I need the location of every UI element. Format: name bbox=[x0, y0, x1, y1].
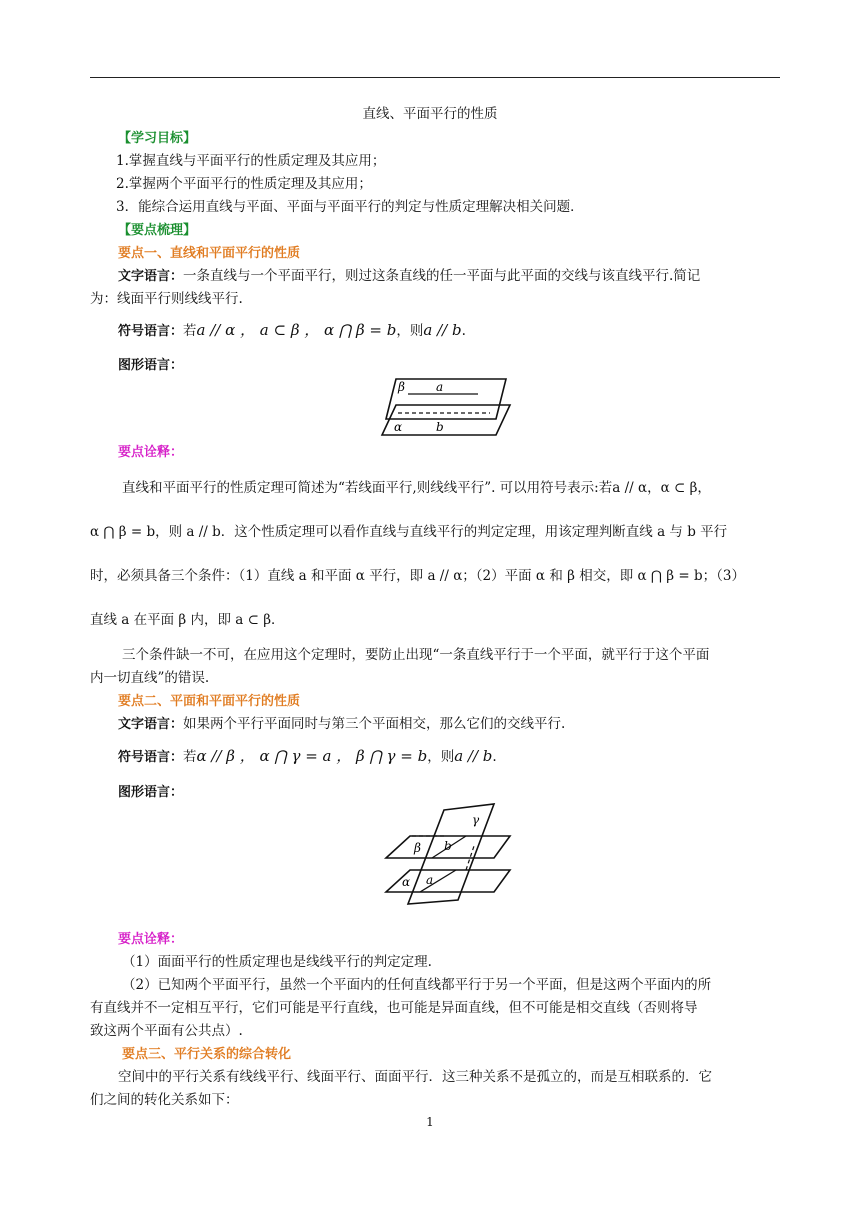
figure-plane-plane bbox=[382, 800, 514, 906]
text: . bbox=[492, 749, 497, 765]
section-heading: 【学习目标】 bbox=[118, 131, 197, 146]
goal-item: 1.掌握直线与平面平行的性质定理及其应用； bbox=[116, 153, 386, 169]
figure-line-plane bbox=[378, 373, 512, 439]
point2-note-label bbox=[118, 928, 808, 951]
text: ，则 bbox=[427, 749, 455, 765]
heading-text: 要点三、平行关系的综合转化 bbox=[122, 1047, 292, 1062]
point1-heading bbox=[118, 242, 808, 265]
math-expr: α // β ， α ⋂ γ = a ， β ⋂ γ = b bbox=[196, 747, 428, 765]
label-beta: β bbox=[398, 380, 405, 394]
text: ，则 bbox=[396, 323, 424, 339]
label-a: a bbox=[436, 380, 444, 394]
header-rule bbox=[90, 77, 780, 78]
point2-note-line4: 致这两个平面有公共点）. bbox=[90, 1023, 243, 1039]
label-b: b bbox=[436, 420, 444, 434]
label: 要点诠释： bbox=[118, 932, 184, 947]
heading-text: 要点一、直线和平面平行的性质 bbox=[118, 246, 301, 261]
point3-line1: 空间中的平行关系有线线平行、线面平行、面面平行．这三种关系不是孤立的，而是互相联系的．它 bbox=[118, 1069, 712, 1085]
section-heading: 【要点梳理】 bbox=[118, 223, 197, 238]
point2-note-line1: （1）面面平行的性质定理也是线线平行的判定定理. bbox=[122, 954, 432, 970]
label-alpha: α bbox=[402, 875, 411, 889]
point1-note-line4: 直线 a 在平面 β 内，即 a ⊂ β． bbox=[90, 612, 285, 628]
point1-symbol-line bbox=[118, 319, 808, 343]
text: . bbox=[461, 323, 466, 339]
point2-symbol-line bbox=[118, 745, 808, 769]
section-key-points bbox=[118, 219, 808, 242]
point2-heading bbox=[118, 690, 808, 713]
page-number: 1 bbox=[426, 1115, 434, 1129]
label-gamma: γ bbox=[472, 813, 480, 827]
label-b: b bbox=[444, 839, 452, 853]
text: 若 bbox=[183, 749, 197, 765]
point2-text-line1 bbox=[118, 713, 808, 736]
point1-note-line3: 时，必须具备三个条件：（1）直线 a 和平面 α 平行，即 a // α；（2）平面 α 和 β 相交，即 α ⋂ β = b；（3） bbox=[90, 568, 745, 584]
point1-note-line1: 直线和平面平行的性质定理可简述为“若线面平行,则线线平行”. 可以用符号表示:若a // α，α ⊂ β， bbox=[122, 480, 711, 496]
label: 图形语言： bbox=[118, 785, 184, 800]
label-alpha: α bbox=[394, 420, 403, 434]
math-expr: a // b bbox=[454, 747, 493, 765]
text: 若 bbox=[183, 323, 197, 339]
point1-note-line5: 三个条件缺一不可，在应用这个定理时，要防止出现“一条直线平行于一个平面，就平行于这个平面 bbox=[122, 647, 710, 663]
label: 文字语言： bbox=[118, 717, 184, 732]
goal-item: 3．能综合运用直线与平面、平面与平面平行的判定与性质定理解决相关问题． bbox=[116, 199, 584, 215]
goal-item: 2.掌握两个平面平行的性质定理及其应用； bbox=[116, 176, 372, 192]
text: 一条直线与一个平面平行，则过这条直线的任一平面与此平面的交线与该直线平行.简记 bbox=[183, 268, 701, 284]
point1-text-line2: 为：线面平行则线线平行. bbox=[90, 291, 243, 307]
label-beta: β bbox=[414, 841, 421, 855]
point2-note-line2: （2）已知两个平面平行，虽然一个平面内的任何直线都平行于另一个平面，但是这两个平面内的所 bbox=[122, 977, 712, 993]
page-title: 直线、平面平行的性质 bbox=[362, 106, 498, 122]
text: 如果两个平行平面同时与第三个平面相交，那么它们的交线平行. bbox=[183, 716, 566, 732]
point1-note-line2: α ⋂ β = b，则 a // b．这个性质定理可以看作直线与直线平行的判定定理，用该定理判断直线 a 与 b 平行 bbox=[90, 524, 728, 540]
point3-heading bbox=[122, 1043, 812, 1066]
point1-note-line6: 内一切直线”的错误. bbox=[90, 670, 210, 686]
math-expr: a // b bbox=[423, 321, 462, 339]
label-a: a bbox=[426, 873, 434, 887]
math-expr: a // α ， a ⊂ β ， α ⋂ β = b bbox=[196, 321, 397, 339]
point2-note-line3: 有直线并不一定相互平行，它们可能是平行直线，也可能是异面直线，但不可能是相交直线（否则将导 bbox=[90, 1000, 698, 1016]
label: 文字语言： bbox=[118, 269, 184, 284]
point1-note-label bbox=[118, 441, 808, 464]
label: 图形语言： bbox=[118, 358, 184, 373]
point1-text-line1 bbox=[118, 265, 808, 288]
label: 符号语言： bbox=[118, 750, 184, 765]
heading-text: 要点二、平面和平面平行的性质 bbox=[118, 694, 301, 709]
point3-line2: 们之间的转化关系如下： bbox=[90, 1092, 239, 1108]
section-learning-goals bbox=[118, 127, 808, 150]
label: 要点诠释： bbox=[118, 445, 184, 460]
label: 符号语言： bbox=[118, 324, 184, 339]
